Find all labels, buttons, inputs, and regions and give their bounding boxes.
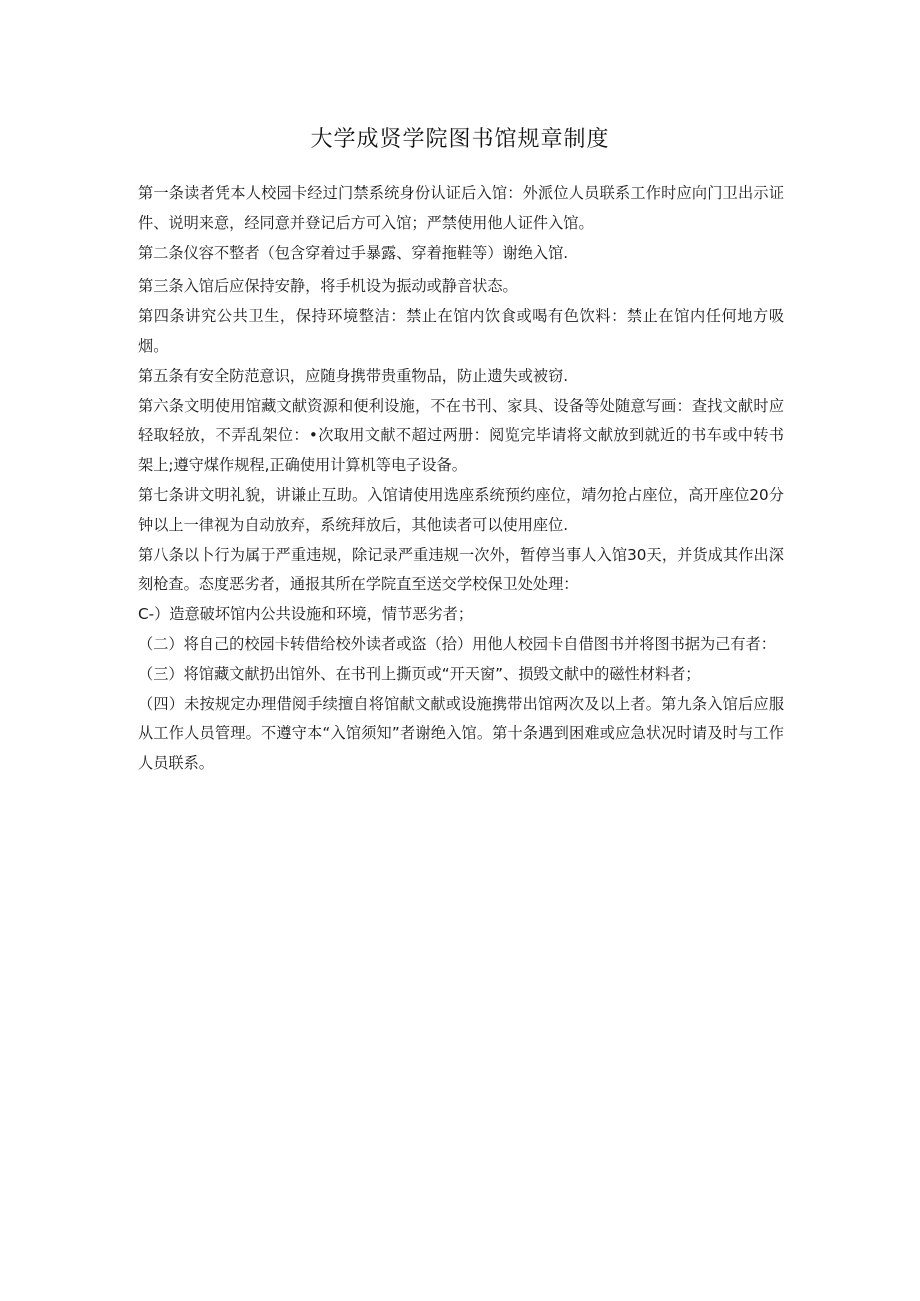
paragraph-article-6: 第六条文明使用馆藏文献资源和便利设施，不在书刊、家具、设备等处随意写画：查找文献时应轻取轻放，不弄乱架位：•次取用文献不超过两册：阅览完毕请将文献放到就近的书车或中转书架上;遵守煤作规程,正确使用计算机等电子设备。: [138, 396, 784, 475]
list-item-violation-3: （三）将馆藏文献扔出馆外、在书刊上撕页或“开天窗”、损毁文献中的磁性材料者；: [138, 664, 701, 683]
paragraph-article-1: 第一条读者凭本人校园卡经过门禁系统身份认证后入馆：外派位人员联系工作时应向门卫出示证件、说明来意，经同意并登记后方可入馆；严禁使用他人证件入馆。: [138, 184, 784, 232]
paragraph-article-8: 第八条以卜行为属于严重违规，除记录严重违规一次外，暂停当事人入馆30天，并货成其作出深刻枪查。态度恶劣者，通报其所在学院直至送交学校保卫处处理：: [138, 545, 784, 594]
paragraph-article-7: 第七条讲文明礼貌，讲谦止互助。入馆请使用选座系统预约座位，靖勿抢占座位，高开座位20分钟以上一律视为自动放弃，系统拜放后，其他读者可以使用座位.: [138, 485, 784, 534]
paragraph-article-4: 第四条讲究公共卫生，保持环境整洁：禁止在馆内饮食或喝有色饮料：禁止在馆内任何地方吸烟。: [138, 307, 784, 355]
list-item-violation-1: C-）造意破坏馆内公共设施和环境，情节恶劣者；: [138, 605, 474, 624]
paragraph-article-2: 第二条仪容不整者（包含穿着过手暴露、穿着拖鞋等）谢绝入馆.: [138, 243, 569, 262]
list-item-violation-2: （二）将自己的校园卡转借给校外读者或盗（拾）用他人校园卡自借图书并将图书据为己有者：: [138, 634, 776, 653]
document-title: 大学成贤学院图书馆规章制度: [310, 127, 610, 152]
document-body: [138, 179, 784, 779]
paragraph-article-3: 第三条入馆后应保持安静，将手机设为振动或静音状态。: [138, 277, 518, 296]
paragraph-article-5: 第五条有安全防范意识，应随身携带贵重物品，防止遗失或被窃.: [138, 366, 569, 385]
list-item-violation-4: （四）未按规定办理借阅手续擅自将馆献文献或设施携带出馆两次及以上者。第九条入馆后应服从工作人员管理。不遵守本“入馆须知”者谢绝入馆。第十条遇到困难或应急状况时请及时与工作人员联系。: [138, 694, 784, 773]
